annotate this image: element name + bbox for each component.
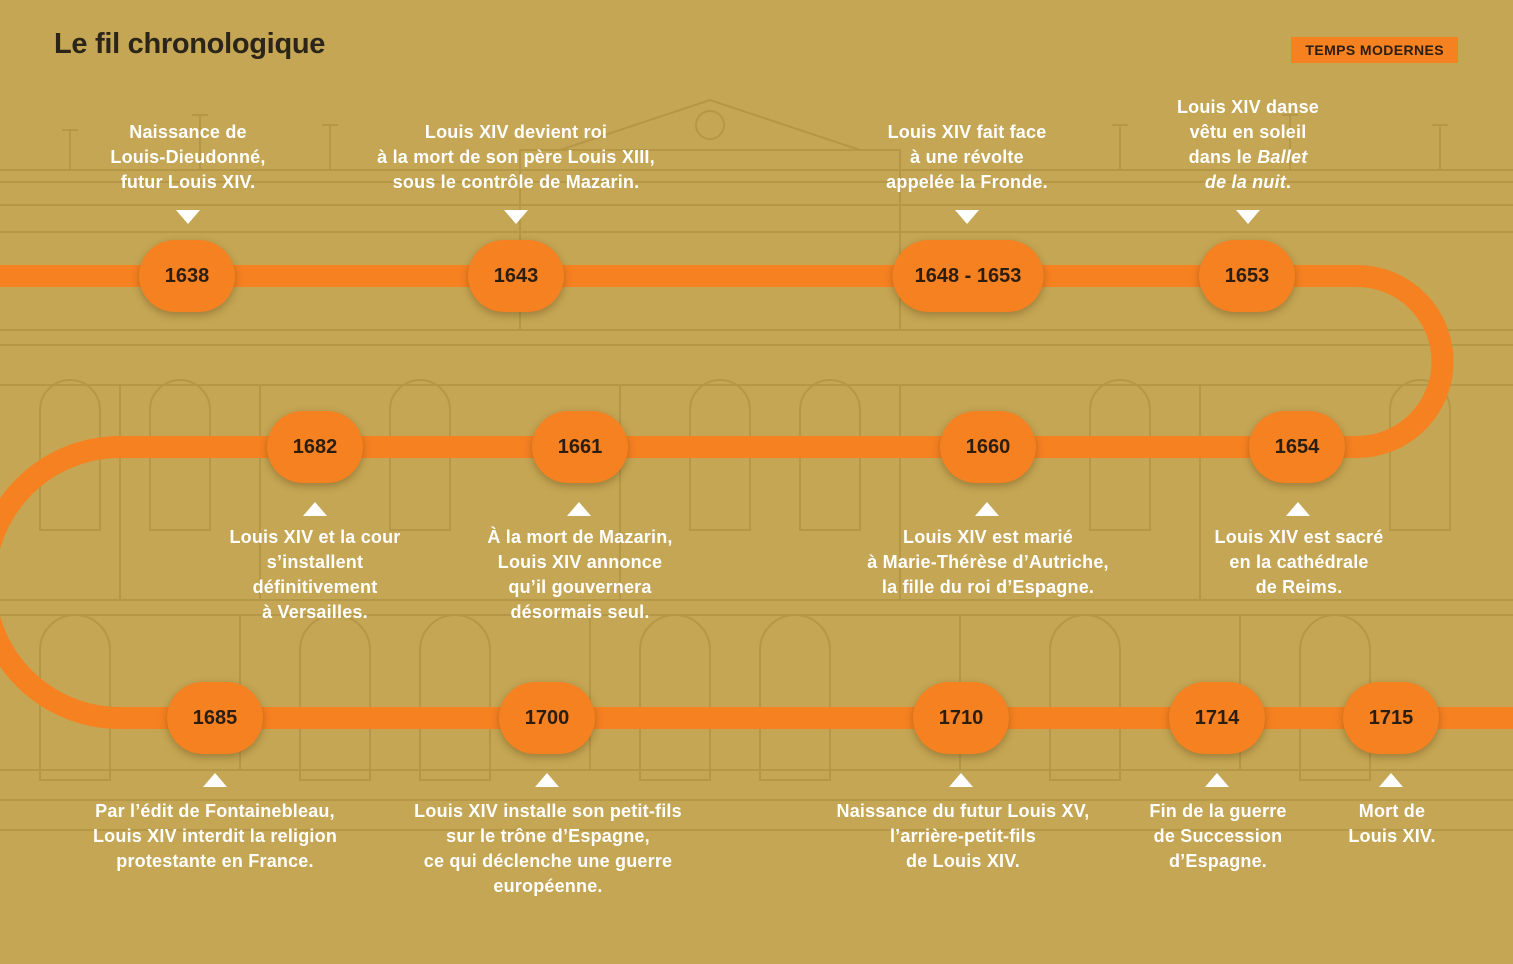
pointer-down-icon <box>504 210 528 224</box>
event-line: Par l’édit de Fontainebleau, <box>95 801 335 821</box>
event-line: appelée la Fronde. <box>886 172 1048 192</box>
pointer-up-icon <box>1286 502 1310 516</box>
event-1653-description <box>1177 95 1319 195</box>
event-1648-1653-description <box>886 120 1048 195</box>
event-line: Louis XIV est sacré <box>1214 527 1384 547</box>
event-1660-description <box>867 525 1108 600</box>
event-line: Louis-Dieudonné, <box>110 147 266 167</box>
event-line: À la mort de Mazarin, <box>487 527 673 547</box>
year-pill-1653: 1653 <box>1199 240 1295 312</box>
ballet-title-part: Ballet <box>1257 147 1308 167</box>
event-1643-description <box>377 120 655 195</box>
year-pill-1685: 1685 <box>167 682 263 754</box>
event-line: Louis XIV et la cour <box>229 527 401 547</box>
event-line: désormais seul. <box>510 602 650 622</box>
event-line: Louis XIV est marié <box>903 527 1073 547</box>
event-1685-description <box>93 799 337 874</box>
event-1682-description <box>229 525 400 625</box>
event-line: dans le <box>1188 147 1258 167</box>
event-1715-description <box>1348 799 1435 849</box>
event-line: sur le trône d’Espagne, <box>446 826 650 846</box>
year-pill-1700: 1700 <box>499 682 595 754</box>
pointer-up-icon <box>303 502 327 516</box>
event-line: de Reims. <box>1255 577 1343 597</box>
event-line: à Marie-Thérèse d’Autriche, <box>867 552 1109 572</box>
period-badge: TEMPS MODERNES <box>1291 37 1458 63</box>
year-pill-1638: 1638 <box>139 240 235 312</box>
pointer-up-icon <box>975 502 999 516</box>
event-line: futur Louis XIV. <box>120 172 256 192</box>
event-line: en la cathédrale <box>1229 552 1369 572</box>
event-line: protestante en France. <box>116 851 314 871</box>
event-line: vêtu en soleil <box>1189 122 1307 142</box>
event-line: de Louis XIV. <box>906 851 1020 871</box>
pointer-up-icon <box>535 773 559 787</box>
event-1700-description <box>414 799 682 899</box>
event-1654-description <box>1215 525 1384 600</box>
event-line: Fin de la guerre <box>1149 801 1287 821</box>
pointer-up-icon <box>1205 773 1229 787</box>
pointer-up-icon <box>1379 773 1403 787</box>
event-1638-description <box>110 120 265 195</box>
event-line: qu’il gouvernera <box>508 577 652 597</box>
pointer-up-icon <box>949 773 973 787</box>
event-line: la fille du roi d’Espagne. <box>881 577 1095 597</box>
pointer-down-icon <box>1236 210 1260 224</box>
event-line: ce qui déclenche une guerre <box>423 851 673 871</box>
event-line: Louis XIV fait face <box>887 122 1047 142</box>
event-line: Louis XIV. <box>1348 826 1436 846</box>
event-line: définitivement <box>252 577 378 597</box>
event-line: Louis XIV danse <box>1176 97 1320 117</box>
event-line: de Succession <box>1153 826 1283 846</box>
year-pill-1682: 1682 <box>267 411 363 483</box>
ballet-title-part: de la nuit <box>1204 172 1286 192</box>
event-1661-description <box>487 525 672 625</box>
event-line: à Versailles. <box>262 602 368 622</box>
event-line: l’arrière-petit-fils <box>889 826 1037 846</box>
pointer-down-icon <box>176 210 200 224</box>
event-line: Louis XIV interdit la religion <box>92 826 338 846</box>
page-title: Le fil chronologique <box>54 28 326 60</box>
event-1710-description <box>837 799 1090 874</box>
year-pill-1654: 1654 <box>1249 411 1345 483</box>
year-pill-1661: 1661 <box>532 411 628 483</box>
year-pill-1715: 1715 <box>1343 682 1439 754</box>
year-pill-1714: 1714 <box>1169 682 1265 754</box>
event-1714-description <box>1149 799 1286 874</box>
event-line: d’Espagne. <box>1168 851 1268 871</box>
year-pill-1643: 1643 <box>468 240 564 312</box>
year-pill-1710: 1710 <box>913 682 1009 754</box>
event-line: Mort de <box>1358 801 1426 821</box>
event-line: à la mort de son père Louis XIII, <box>377 147 655 167</box>
event-line: Naissance de <box>129 122 247 142</box>
year-pill-1648-1653: 1648 - 1653 <box>893 240 1044 312</box>
event-line: s’installent <box>266 552 364 572</box>
event-line: . <box>1285 172 1292 192</box>
event-line: Louis XIV installe son petit-fils <box>414 801 682 821</box>
event-line: Naissance du futur Louis XV, <box>836 801 1090 821</box>
event-line: Louis XIV devient roi <box>424 122 608 142</box>
event-line: Louis XIV annonce <box>497 552 663 572</box>
event-line: à une révolte <box>910 147 1024 167</box>
pointer-up-icon <box>567 502 591 516</box>
event-line: sous le contrôle de Mazarin. <box>392 172 640 192</box>
pointer-down-icon <box>955 210 979 224</box>
year-pill-1660: 1660 <box>940 411 1036 483</box>
event-line: européenne. <box>493 876 603 896</box>
track-path <box>0 276 1513 718</box>
pointer-up-icon <box>203 773 227 787</box>
